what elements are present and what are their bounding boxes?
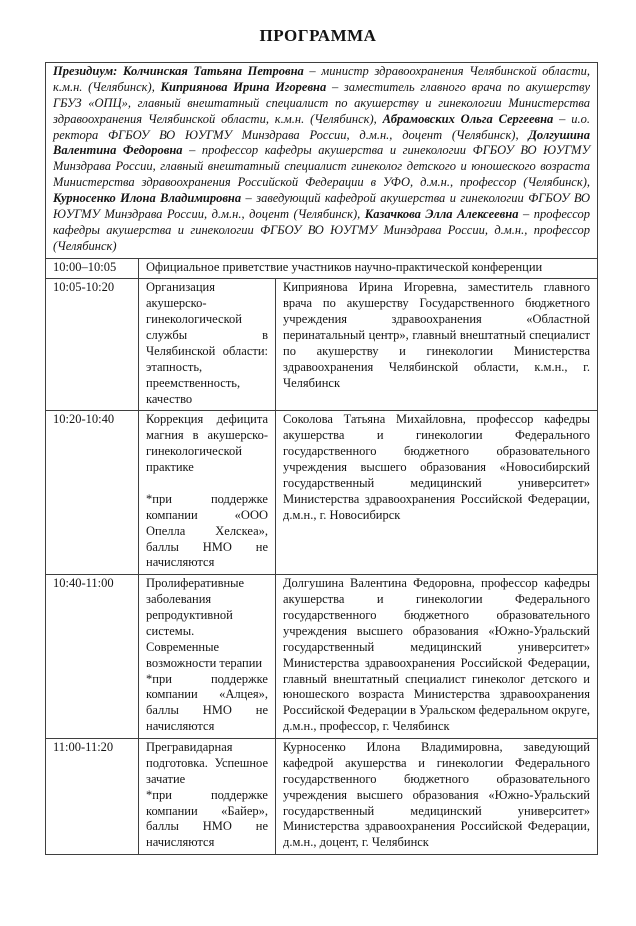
program-table (45, 62, 598, 855)
table-row (46, 279, 598, 411)
presidium-name: Абрамовских Ольга Сергеевна (382, 111, 554, 126)
presidium-role: – профессор кафедры акушерства и гинекологии ФГБОУ ВО ЮУГМУ Минздрава России, главный внештатный специалист гинеколог детского и юношеского возраста Министерства здравоохранения Российской Федерации в УФО, д.м.н., профессор (Челябинск), (53, 143, 590, 190)
time-cell: 10:05-10:20 (46, 279, 139, 411)
topic-text: Прегравидарная подготовка. Успешное зачатие (146, 740, 268, 786)
speaker-cell: Курносенко Илона Владимировна, заведующий кафедрой акушерства и гинекологии Федерального государственного бюджетного образовательного учреждения высшего образования «Южно-Уральский государственный медицинский университет» Министерства здравоохранения Российской Федерации, д.м.н., доцент, г. Челябинск (276, 739, 598, 855)
time-cell: 11:00-11:20 (46, 739, 139, 855)
speaker-cell: Соколова Татьяна Михайловна, профессор кафедры акушерства и гинекологии Федерального государственного бюджетного образовательного учреждения высшего образования «Новосибирский государственный медицинский университет» Министерства здравоохранения Российской Федерации, д.м.н., г. Новосибирск (276, 411, 598, 575)
topic-cell (139, 279, 276, 411)
time-cell: 10:20-10:40 (46, 411, 139, 575)
table-row (46, 258, 598, 279)
document-page (0, 26, 636, 926)
topic-text: Коррекция дефицита магния в акушерско-гинекологической практике (146, 412, 268, 474)
sponsor-note: *при поддержке компании «Алцея», баллы НМО не начисляются (146, 671, 268, 734)
table-row (46, 575, 598, 739)
time-cell: 10:00–10:05 (46, 258, 139, 279)
presidium-row (46, 63, 598, 259)
page-title: ПРОГРАММА (259, 26, 377, 45)
topic-text: Пролиферативные заболевания репродуктивной системы. Современные возможности терапии (146, 576, 263, 670)
table-row (46, 739, 598, 855)
sponsor-note: *при поддержке компании «ООО Опелла Хелскеа», баллы НМО не начисляются (146, 491, 268, 570)
presidium-name: Казачкова Элла Алексеевна (364, 206, 519, 221)
presidium-paragraph (46, 63, 598, 259)
speaker-cell: Киприянова Ирина Игоревна, заместитель главного врача по акушерству Государственного бюджетного учреждения здравоохранения «Областной перинатальный центр», главный внештатный специалист по акушерству и гинекологии Министерства здравоохранения Челябинской области, к.м.н., г. Челябинск (276, 279, 598, 411)
topic-cell (139, 575, 276, 739)
presidium-role: – заведующий кафедрой акушерства и гинекологии ФГБОУ ВО ЮУГМУ Минздрава России, д.м.н., доцент (Челябинск), (53, 191, 590, 221)
presidium-role: – и.о. ректора ФГБОУ ВО ЮУГМУ Минздрава России, д.м.н., доцент (Челябинск), (53, 111, 590, 142)
presidium-name: Колчинская Татьяна Петровна (122, 64, 304, 78)
topic-cell (139, 739, 276, 855)
table-row (46, 411, 598, 575)
speaker-cell: Долгушина Валентина Федоровна, профессор кафедры акушерства и гинекологии Федерального государственного бюджетного образовательного учреждения высшего образования «Южно-Уральский государственный медицинский университет» Министерства здравоохранения Российской Федерации, главный внештатный специалист гинеколог детского и юношеского возраста Министерства здравоохранения Российской Федерации в Уральском федеральном округе, д.м.н., профессор, г. Челябинск (276, 575, 598, 739)
time-cell: 10:40-11:00 (46, 575, 139, 739)
topic-cell: Официальное приветствие участников научно-практической конференции (139, 258, 598, 279)
presidium-role: – профессор кафедры акушерства и гинекологии ФГБОУ ВО ЮУГМУ Минздрава России, д.м.н., профессор (Челябинск) (53, 206, 591, 253)
presidium-name: Курносенко Илона Владимировна (53, 191, 242, 205)
topic-cell (139, 411, 276, 575)
presidium-role: – заместитель главного врача по акушерству ГБУЗ «ОПЦ», главный внештатный специалист по акушерству и гинекологии Министерства здравоохранения Челябинской области, к.м.н. (Челябинск), (53, 79, 591, 126)
presidium-name: Киприянова Ирина Игоревна (160, 79, 327, 94)
topic-text: Организация акушерско-гинекологической службы в Челябинской области: этапность, преемственность, качество (146, 280, 268, 406)
sponsor-note: *при поддержке компании «Байер», баллы НМО не начисляются (146, 787, 268, 850)
presidium-role: – министр здравоохранения Челябинской области, к.м.н. (Челябинск), (53, 64, 590, 94)
presidium-name: Долгушина Валентина Федоровна (53, 127, 590, 158)
presidium-label: Президиум: (53, 64, 123, 78)
